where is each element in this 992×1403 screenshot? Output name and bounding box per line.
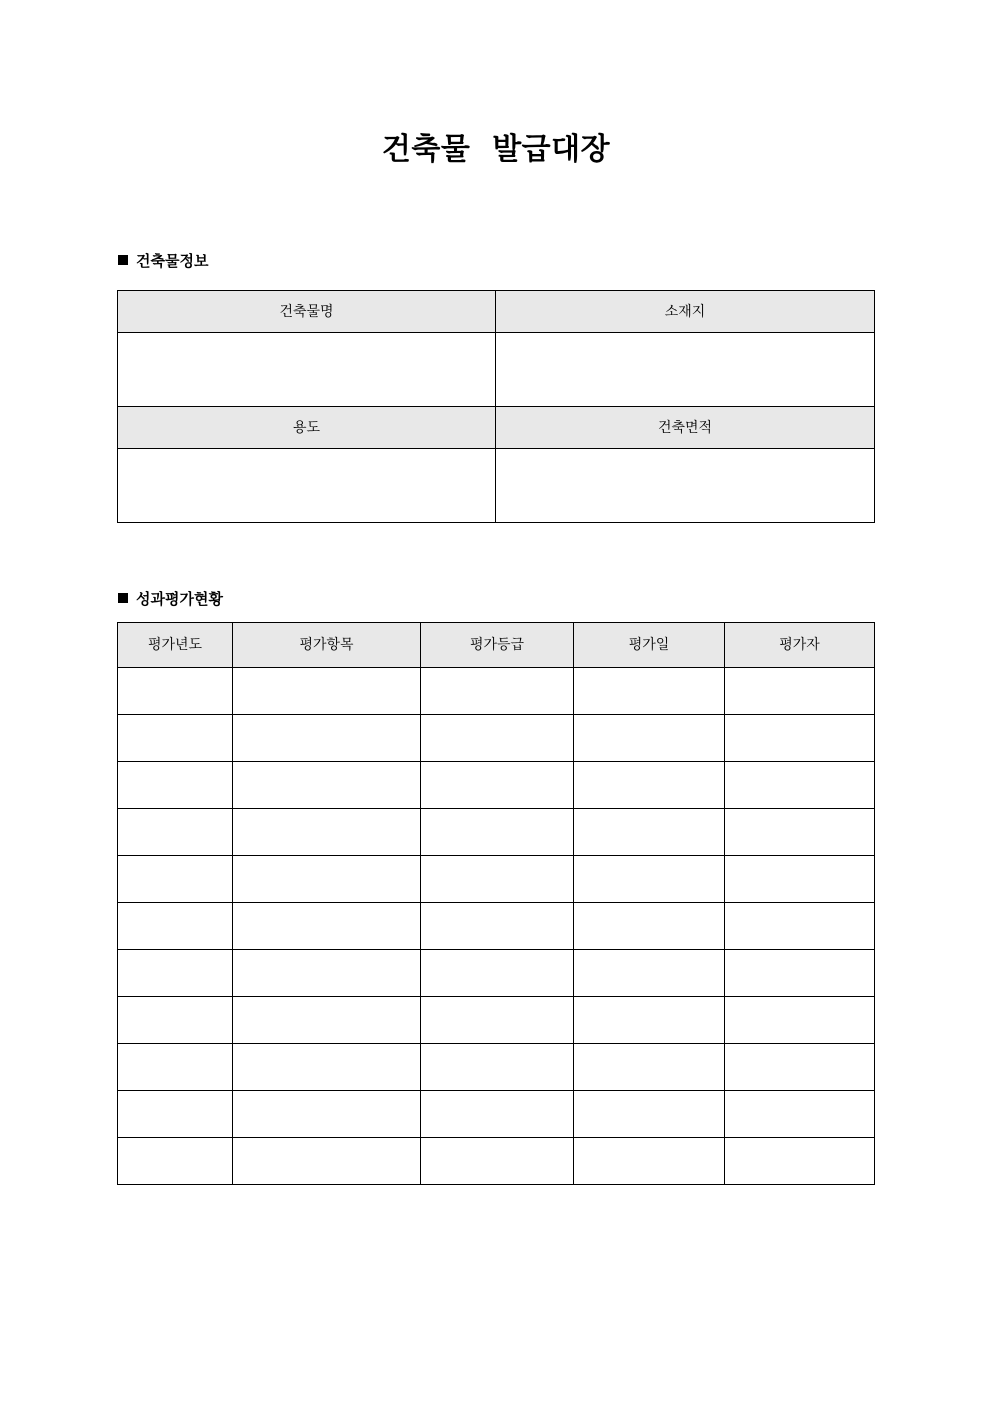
- field-building-area-value[interactable]: [496, 449, 875, 523]
- cell-eval-grade[interactable]: [421, 1138, 574, 1185]
- cell-eval-grade[interactable]: [421, 762, 574, 809]
- cell-eval-year[interactable]: [118, 903, 233, 950]
- cell-evaluator[interactable]: [725, 856, 875, 903]
- section-heading-evaluation-status: [118, 588, 223, 610]
- table-row: [118, 762, 875, 809]
- cell-eval-grade[interactable]: [421, 997, 574, 1044]
- cell-eval-date[interactable]: [574, 1044, 725, 1091]
- table-row: [118, 1091, 875, 1138]
- filled-square-bullet-icon: [118, 593, 128, 603]
- column-header-eval-date: 평가일: [574, 623, 725, 668]
- cell-evaluator[interactable]: [725, 997, 875, 1044]
- table-row: [118, 809, 875, 856]
- section-heading-building-info: [118, 250, 208, 272]
- cell-evaluator[interactable]: [725, 903, 875, 950]
- cell-eval-grade[interactable]: [421, 809, 574, 856]
- cell-evaluator[interactable]: [725, 715, 875, 762]
- page-title: 건축물 발급대장: [381, 132, 611, 167]
- table-row: [118, 1044, 875, 1091]
- cell-eval-date[interactable]: [574, 668, 725, 715]
- cell-evaluator[interactable]: [725, 762, 875, 809]
- cell-eval-year[interactable]: [118, 1091, 233, 1138]
- cell-eval-grade[interactable]: [421, 668, 574, 715]
- cell-eval-year[interactable]: [118, 856, 233, 903]
- cell-eval-grade[interactable]: [421, 715, 574, 762]
- cell-eval-date[interactable]: [574, 715, 725, 762]
- evaluation-status-table: [117, 622, 875, 1185]
- column-header-evaluator: 평가자: [725, 623, 875, 668]
- cell-eval-item[interactable]: [233, 668, 421, 715]
- cell-eval-grade[interactable]: [421, 1091, 574, 1138]
- column-header-building-area: 건축면적: [496, 407, 875, 449]
- section-heading-label: 성과평가현황: [136, 590, 223, 608]
- cell-eval-date[interactable]: [574, 762, 725, 809]
- cell-evaluator[interactable]: [725, 1138, 875, 1185]
- cell-eval-item[interactable]: [233, 715, 421, 762]
- cell-eval-item[interactable]: [233, 1138, 421, 1185]
- cell-eval-year[interactable]: [118, 668, 233, 715]
- table-row: [118, 715, 875, 762]
- table-row: [118, 1138, 875, 1185]
- cell-eval-item[interactable]: [233, 997, 421, 1044]
- column-header-building-name: 건축물명: [118, 291, 496, 333]
- filled-square-bullet-icon: [118, 255, 128, 265]
- cell-eval-item[interactable]: [233, 856, 421, 903]
- cell-eval-item[interactable]: [233, 1044, 421, 1091]
- table-header-row: [118, 623, 875, 668]
- cell-evaluator[interactable]: [725, 1091, 875, 1138]
- building-info-table: [117, 290, 875, 523]
- cell-eval-date[interactable]: [574, 809, 725, 856]
- cell-eval-item[interactable]: [233, 809, 421, 856]
- cell-eval-year[interactable]: [118, 950, 233, 997]
- cell-eval-item[interactable]: [233, 903, 421, 950]
- column-header-usage: 용도: [118, 407, 496, 449]
- column-header-eval-grade: 평가등급: [421, 623, 574, 668]
- field-usage-value[interactable]: [118, 449, 496, 523]
- column-header-eval-item: 평가항목: [233, 623, 421, 668]
- table-row: [118, 903, 875, 950]
- table-row: [118, 668, 875, 715]
- table-row: [118, 291, 875, 333]
- table-row: [118, 950, 875, 997]
- cell-eval-year[interactable]: [118, 809, 233, 856]
- cell-eval-year[interactable]: [118, 762, 233, 809]
- field-location-value[interactable]: [496, 333, 875, 407]
- cell-eval-date[interactable]: [574, 1138, 725, 1185]
- cell-eval-grade[interactable]: [421, 903, 574, 950]
- cell-evaluator[interactable]: [725, 809, 875, 856]
- table-row: [118, 997, 875, 1044]
- cell-eval-date[interactable]: [574, 997, 725, 1044]
- cell-eval-item[interactable]: [233, 1091, 421, 1138]
- cell-evaluator[interactable]: [725, 668, 875, 715]
- cell-eval-date[interactable]: [574, 950, 725, 997]
- column-header-location: 소재지: [496, 291, 875, 333]
- cell-eval-year[interactable]: [118, 1138, 233, 1185]
- table-row: [118, 333, 875, 407]
- table-row: [118, 407, 875, 449]
- cell-eval-grade[interactable]: [421, 1044, 574, 1091]
- table-row: [118, 449, 875, 523]
- cell-eval-date[interactable]: [574, 903, 725, 950]
- cell-eval-item[interactable]: [233, 950, 421, 997]
- table-row: [118, 856, 875, 903]
- cell-eval-year[interactable]: [118, 715, 233, 762]
- cell-eval-year[interactable]: [118, 997, 233, 1044]
- cell-eval-date[interactable]: [574, 856, 725, 903]
- cell-eval-item[interactable]: [233, 762, 421, 809]
- cell-eval-date[interactable]: [574, 1091, 725, 1138]
- cell-evaluator[interactable]: [725, 950, 875, 997]
- cell-eval-year[interactable]: [118, 1044, 233, 1091]
- cell-eval-grade[interactable]: [421, 950, 574, 997]
- field-building-name-value[interactable]: [118, 333, 496, 407]
- column-header-eval-year: 평가년도: [118, 623, 233, 668]
- section-heading-label: 건축물정보: [136, 252, 209, 270]
- cell-evaluator[interactable]: [725, 1044, 875, 1091]
- cell-eval-grade[interactable]: [421, 856, 574, 903]
